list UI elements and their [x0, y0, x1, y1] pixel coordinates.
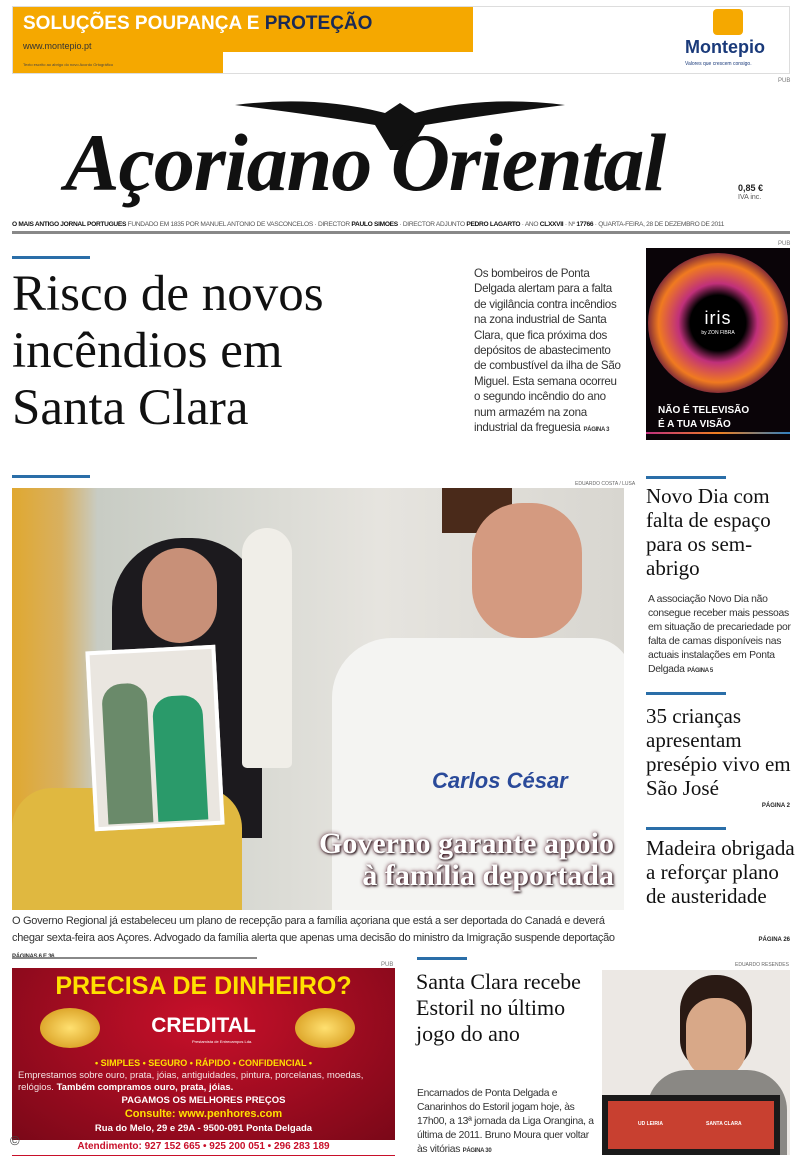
section-rule — [12, 256, 90, 259]
sidebar-headline[interactable]: Madeira obrigada a reforçar plano de austeridade — [646, 836, 795, 908]
screen-team-right: SANTA CLARA — [706, 1121, 742, 1127]
newspaper-title: Açoriano Oriental — [64, 117, 666, 208]
credital-features: • SIMPLES • SEGURO • RÁPIDO • CONFIDENCIAL • — [94, 1058, 313, 1068]
credital-phones: Atendimento: 927 152 665 • 925 200 051 • 296 283 189 — [77, 1141, 330, 1152]
price: 0,85 € — [738, 183, 764, 193]
masthead-info-line: O MAIS ANTIGO JORNAL PORTUGUÊS FUNDADO EM 1835 POR MANUEL ANTÓNIO DE VASCONCELOS · DIRECTOR PAULO SIMÕES · DIRECTOR ADJUNTO PEDRO LAGARTO · ANO CLXXVII · Nº 17766 · QUARTA-FEIRA, 28 DE DEZEMBRO DE 2011 — [12, 221, 725, 228]
credital-sub: Prestamista de Entrecampos Lda. — [192, 1039, 253, 1044]
page-ref: PÁGINA 26 — [758, 937, 790, 943]
main-photo[interactable] — [12, 488, 624, 910]
iris-line2: É A TUA VISÃO — [658, 419, 731, 430]
masthead-rule — [12, 231, 790, 234]
section-rule — [417, 957, 467, 960]
copyright-icon: © — [10, 1133, 20, 1148]
credital-advert[interactable] — [12, 968, 395, 1140]
credital-prices: PAGAMOS OS MELHORES PREÇOS — [121, 1095, 286, 1106]
section-rule — [12, 1155, 395, 1156]
pub-label: PUB — [778, 78, 791, 84]
photo-credit: EDUARDO RESENDES — [735, 962, 789, 968]
credital-body: Emprestamos sobre ouro, prata, jóias, antiguidades, pintura, porcelanas, moedas, relógios. Também compramos ouro, prata, jóias. — [18, 1070, 364, 1093]
credital-consult: Consulte: www.penhores.com — [124, 1108, 283, 1120]
montepio-logo-icon — [713, 9, 743, 35]
ad-url: www.montepio.pt — [23, 41, 92, 51]
section-rule — [12, 957, 257, 959]
section-rule — [12, 475, 90, 478]
top-advert[interactable] — [12, 6, 790, 74]
ad-tagline: Valores que crescem consigo. — [685, 61, 752, 67]
pub-label: PUB — [778, 241, 791, 247]
lead-body[interactable]: Os bombeiros de Ponta Delgada alertam para a falta de vigilância contra incêndios na zona industrial de Santa Clara, que fica próxima dos depósitos de abastecimento de combustível da ilha de São Miguel. Esta semana ocorreu o segundo incêndio do ano num armazém na zona industrial da freguesia PÁGINA 3 — [474, 267, 621, 435]
vat-label: IVA inc. — [738, 194, 762, 201]
laptop-screen — [602, 1095, 780, 1155]
iris-by: by ZON FIBRA — [701, 330, 735, 336]
shirt-text: Carlos César — [432, 768, 568, 793]
screen-team-left: UD LEIRIA — [638, 1121, 663, 1127]
held-photo — [85, 645, 224, 832]
pub-label: PUB — [381, 962, 394, 968]
sidebar-headline[interactable]: Novo Dia com falta de espaço para os sem-abrigo — [646, 484, 771, 580]
sidebar-headline[interactable]: 35 crianças apresentam presépio vivo em São José — [646, 704, 791, 800]
section-rule — [646, 692, 726, 695]
credital-headline: PRECISA DE DINHEIRO? — [55, 972, 352, 1000]
section-rule — [646, 476, 726, 479]
sports-headline[interactable]: Santa Clara recebe Estoril no último jogo do ano — [416, 969, 581, 1046]
credital-address: Rua do Melo, 29 e 29A - 9500-091 Ponta Delgada — [94, 1123, 313, 1134]
iris-advert[interactable] — [646, 248, 790, 440]
iris-brand: iris — [704, 308, 732, 328]
section-rule — [646, 827, 726, 830]
iris-line1: NÃO É TELEVISÃO — [658, 405, 750, 416]
lead-headline[interactable]: Risco de novos incêndios em Santa Clara — [12, 266, 324, 436]
credital-logo: CREDITAL — [151, 1014, 256, 1037]
page-ref: PÁGINA 2 — [761, 803, 790, 809]
ad-headline: SOLUÇÕES POUPANÇA E PROTEÇÃO — [23, 13, 373, 34]
sports-photo[interactable] — [602, 970, 790, 1155]
ad-fine-print: Texto escrito ao abrigo do novo Acordo Ortográfico — [23, 62, 114, 67]
sidebar-body[interactable]: A associação Novo Dia não consegue receber mais pessoas em situação de precariedade por falta de camas disponíveis nas actuais instalações em Ponta Delgada PÁGINA 5 — [648, 594, 791, 675]
photo-caption[interactable]: O Governo Regional já estabeleceu um plano de recepção para a família açoriana que está a ser deportada do Canadá e deverá chegar sexta-feira aos Açores. Advogado da família alerta que apenas uma decisão do ministro da Imigração suspende deportação — [12, 915, 615, 944]
photo-overlay-title: Governo garante apoio à família deportada — [319, 827, 614, 892]
ad-brand: Montepio — [685, 37, 765, 57]
sports-body[interactable]: Encarnados de Ponta Delgada e Canarinhos do Estoril jogam hoje, às 17h00, a 13ª jornada da Liga Orangina, a última de 2011. Bruno Moura quer voltar às vitórias PÁGINA 30 — [417, 1088, 594, 1155]
photo-credit: EDUARDO COSTA / LUSA — [575, 481, 636, 487]
